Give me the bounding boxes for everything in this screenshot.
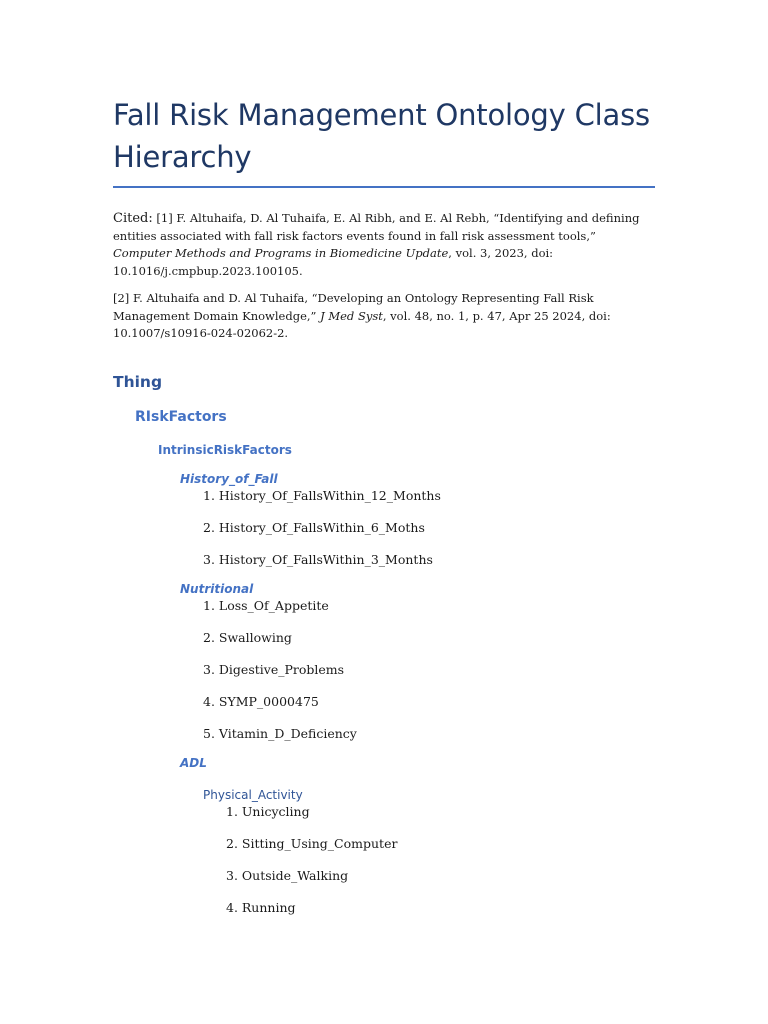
list-item: 2. Sitting_Using_Computer [226, 835, 398, 851]
list-item: 3. Outside_Walking [226, 867, 349, 883]
list-item: 1. History_Of_FallsWithin_12_Months [203, 487, 441, 503]
list-item: 1. Loss_Of_Appetite [203, 597, 329, 613]
heading-physical-activity: Physical_Activity [203, 787, 303, 802]
list-item: 4. SYMP_0000475 [203, 693, 319, 709]
citation-2-text: [2] F. Altuhaifa and D. Al Tuhaifa, “Developing an Ontology Representing Fall Risk Management Domain Knowledge,” [113, 291, 594, 323]
list-item: 2. History_Of_FallsWithin_6_Moths [203, 519, 425, 535]
citation-2-details: , vol. 48, no. 1, p. 47, Apr 25 2024, doi: 10.1007/s10916-024-02062-2. [113, 308, 611, 340]
list-item: 4. Running [226, 899, 296, 915]
list-item: 1. Unicycling [226, 803, 310, 819]
heading-thing: Thing [113, 372, 163, 391]
citation-1-details: , vol. 3, 2023, doi: 10.1016/j.cmpbup.2023.100105. [113, 246, 554, 278]
physical-activity-list [226, 804, 655, 916]
history-of-fall-list [203, 488, 655, 568]
citation-1 [113, 210, 655, 280]
heading-risk-factors: RIskFactors [135, 408, 227, 425]
list-item: 3. History_Of_FallsWithin_3_Months [203, 551, 433, 567]
citation-1-text: [1] F. Altuhaifa, D. Al Tuhaifa, E. Al Ribh, and E. Al Rebh, “Identifying and defining entities associated with fall risk factors events found in fall risk assessment tools,” [113, 211, 640, 243]
nutritional-list [203, 598, 655, 742]
page-title: Fall Risk Management Ontology Class Hierarchy [113, 98, 650, 174]
citation-2-journal: J Med Syst [320, 308, 383, 323]
citations [113, 210, 655, 343]
list-item: 3. Digestive_Problems [203, 661, 345, 677]
title-underline [113, 186, 655, 188]
list-item: 5. Vitamin_D_Deficiency [203, 725, 357, 741]
cited-label: Cited: [113, 211, 153, 226]
list-item: 2. Swallowing [203, 629, 292, 645]
citation-2 [113, 290, 655, 343]
heading-nutritional: Nutritional [180, 581, 254, 596]
heading-intrinsic-risk-factors: IntrinsicRiskFactors [158, 442, 292, 457]
heading-adl: ADL [180, 755, 207, 770]
document-page [113, 0, 655, 930]
citation-1-journal: Computer Methods and Programs in Biomedicine Update [113, 246, 449, 260]
heading-history-of-fall: History_of_Fall [180, 471, 278, 486]
